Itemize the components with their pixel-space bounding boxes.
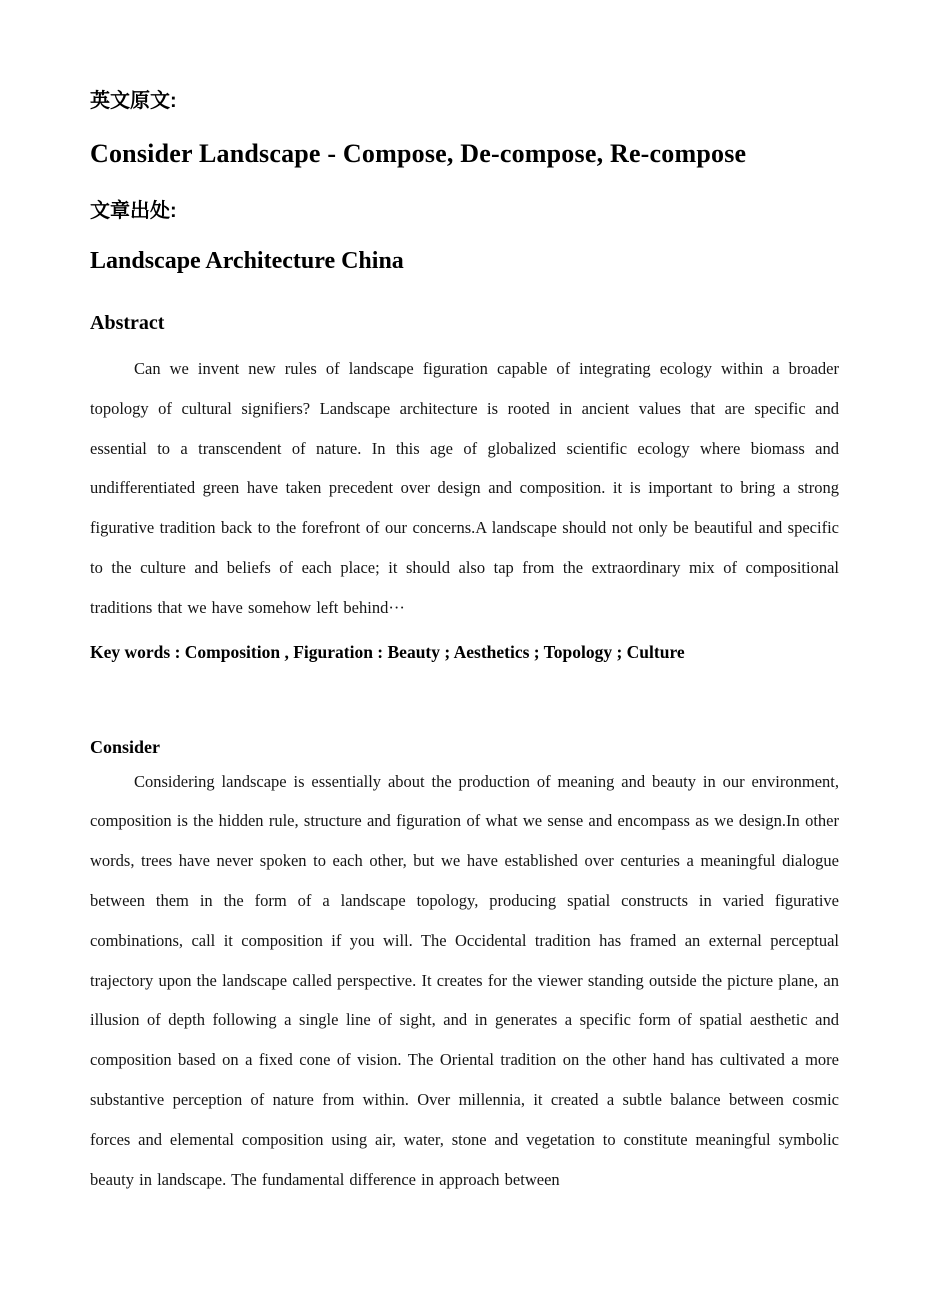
keywords-line: Key words : Composition , Figuration : Beauty ; Aesthetics ; Topology ; Culture — [90, 641, 685, 662]
original-text-label: 英文原文: — [90, 90, 177, 112]
abstract-paragraph: Can we invent new rules of landscape figuration capable of integrating ecology within a broader topology of cultural signifiers? Landscape architecture is rooted in ancient values that are specific and essential to a transcendent of nature. In this age of globalized scientific ecology where biomass and undifferentiated green have taken precedent over design and composition. it is important to bring a strong figurative tradition back to the forefront of our concerns.A landscape should not only be beautiful and specific to the culture and beliefs of each place; it should also tap from the extraordinary mix of compositional traditions that we have somehow left behind··· — [90, 359, 839, 617]
document-title: Consider Landscape - Compose, De-compose, Re-compose — [90, 139, 747, 168]
abstract-heading: Abstract — [90, 312, 165, 334]
section-heading-consider: Consider — [90, 736, 161, 757]
journal-source: Landscape Architecture China — [90, 248, 404, 274]
source-label: 文章出处: — [90, 200, 177, 222]
consider-paragraph: Considering landscape is essentially about the production of meaning and beauty in our environment, composition is the hidden rule, structure and figuration of what we sense and encompass as we design.In other words, trees have never spoken to each other, but we have established over centuries a meaningful dialogue between them in the form of a landscape topology, producing spatial constructs in varied figurative combinations, call it composition if you will. The Occidental tradition has framed an external perceptual trajectory upon the landscape called perspective. It creates for the viewer standing outside the picture plane, an illusion of depth following a single line of sight, and in generates a specific form of spatial aesthetic and composition based on a fixed cone of vision. The Oriental tradition on the other hand has cultivated a more substantive perception of nature from within. Over millennia, it created a subtle balance between cosmic forces and elemental composition using air, water, stone and vegetation to constitute meaningful symbolic beauty in landscape. The fundamental difference in approach between — [90, 771, 839, 1189]
